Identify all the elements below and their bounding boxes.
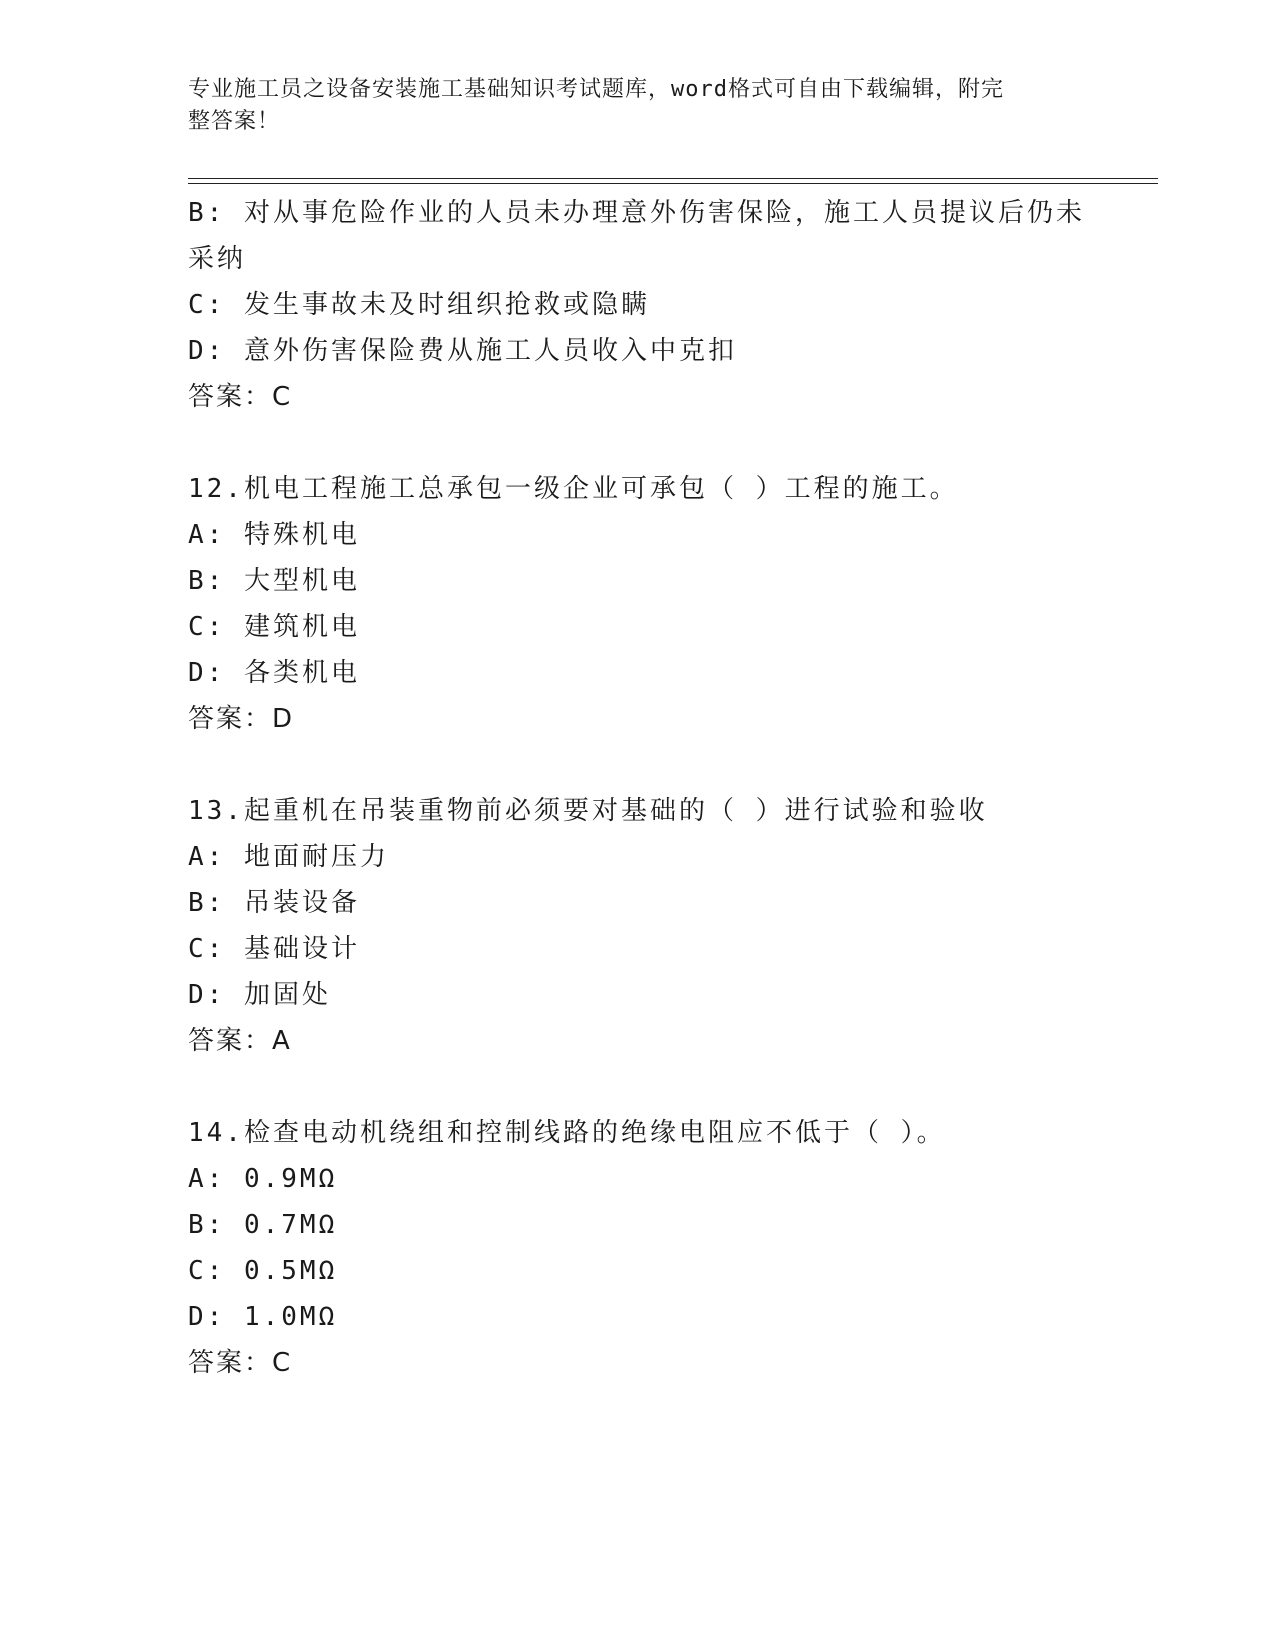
option-b: B: 对从事危险作业的人员未办理意外伤害保险，施工人员提议后仍未 (188, 198, 1085, 228)
question-14 (188, 1110, 1088, 1386)
option-d: D: 加固处 (188, 980, 331, 1010)
option-a: A: 地面耐压力 (188, 842, 389, 872)
option-c: C: 发生事故未及时组织抢救或隐瞒 (188, 290, 650, 320)
header-divider-top (188, 178, 1158, 179)
option-a: A: 0.9MΩ (188, 1164, 338, 1194)
option-d: D: 意外伤害保险费从施工人员收入中克扣 (188, 336, 737, 366)
answer: 答案：A (188, 1026, 292, 1056)
answer: 答案：C (188, 382, 293, 412)
header-line-2: 整答案！ (188, 109, 281, 134)
option-c: C: 0.5MΩ (188, 1256, 338, 1286)
header-line-1: 专业施工员之设备安装施工基础知识考试题库，word格式可自由下载编辑，附完 (188, 77, 1004, 102)
question-text: 12.机电工程施工总承包一级企业可承包（ ）工程的施工。 (188, 474, 959, 504)
question-list (188, 190, 1088, 1386)
option-b-continued: 采纳 (188, 244, 247, 274)
question-12 (188, 466, 1088, 742)
option-d: D: 1.0MΩ (188, 1302, 338, 1332)
document-header (188, 74, 1068, 138)
option-b: B: 吊装设备 (188, 888, 360, 918)
option-c: C: 基础设计 (188, 934, 360, 964)
spacer (188, 1064, 1088, 1110)
answer: 答案：D (188, 704, 295, 734)
question-11 (188, 190, 1088, 420)
option-b: B: 大型机电 (188, 566, 360, 596)
option-c: C: 建筑机电 (188, 612, 360, 642)
question-text: 13.起重机在吊装重物前必须要对基础的（ ）进行试验和验收 (188, 796, 988, 826)
spacer (188, 742, 1088, 788)
spacer (188, 420, 1088, 466)
option-a: A: 特殊机电 (188, 520, 360, 550)
option-b: B: 0.7MΩ (188, 1210, 338, 1240)
header-divider-bottom (188, 183, 1158, 184)
answer: 答案：C (188, 1348, 293, 1378)
question-text: 14.检查电动机绕组和控制线路的绝缘电阻应不低于（ ）。 (188, 1118, 946, 1148)
question-13 (188, 788, 1088, 1064)
option-d: D: 各类机电 (188, 658, 360, 688)
